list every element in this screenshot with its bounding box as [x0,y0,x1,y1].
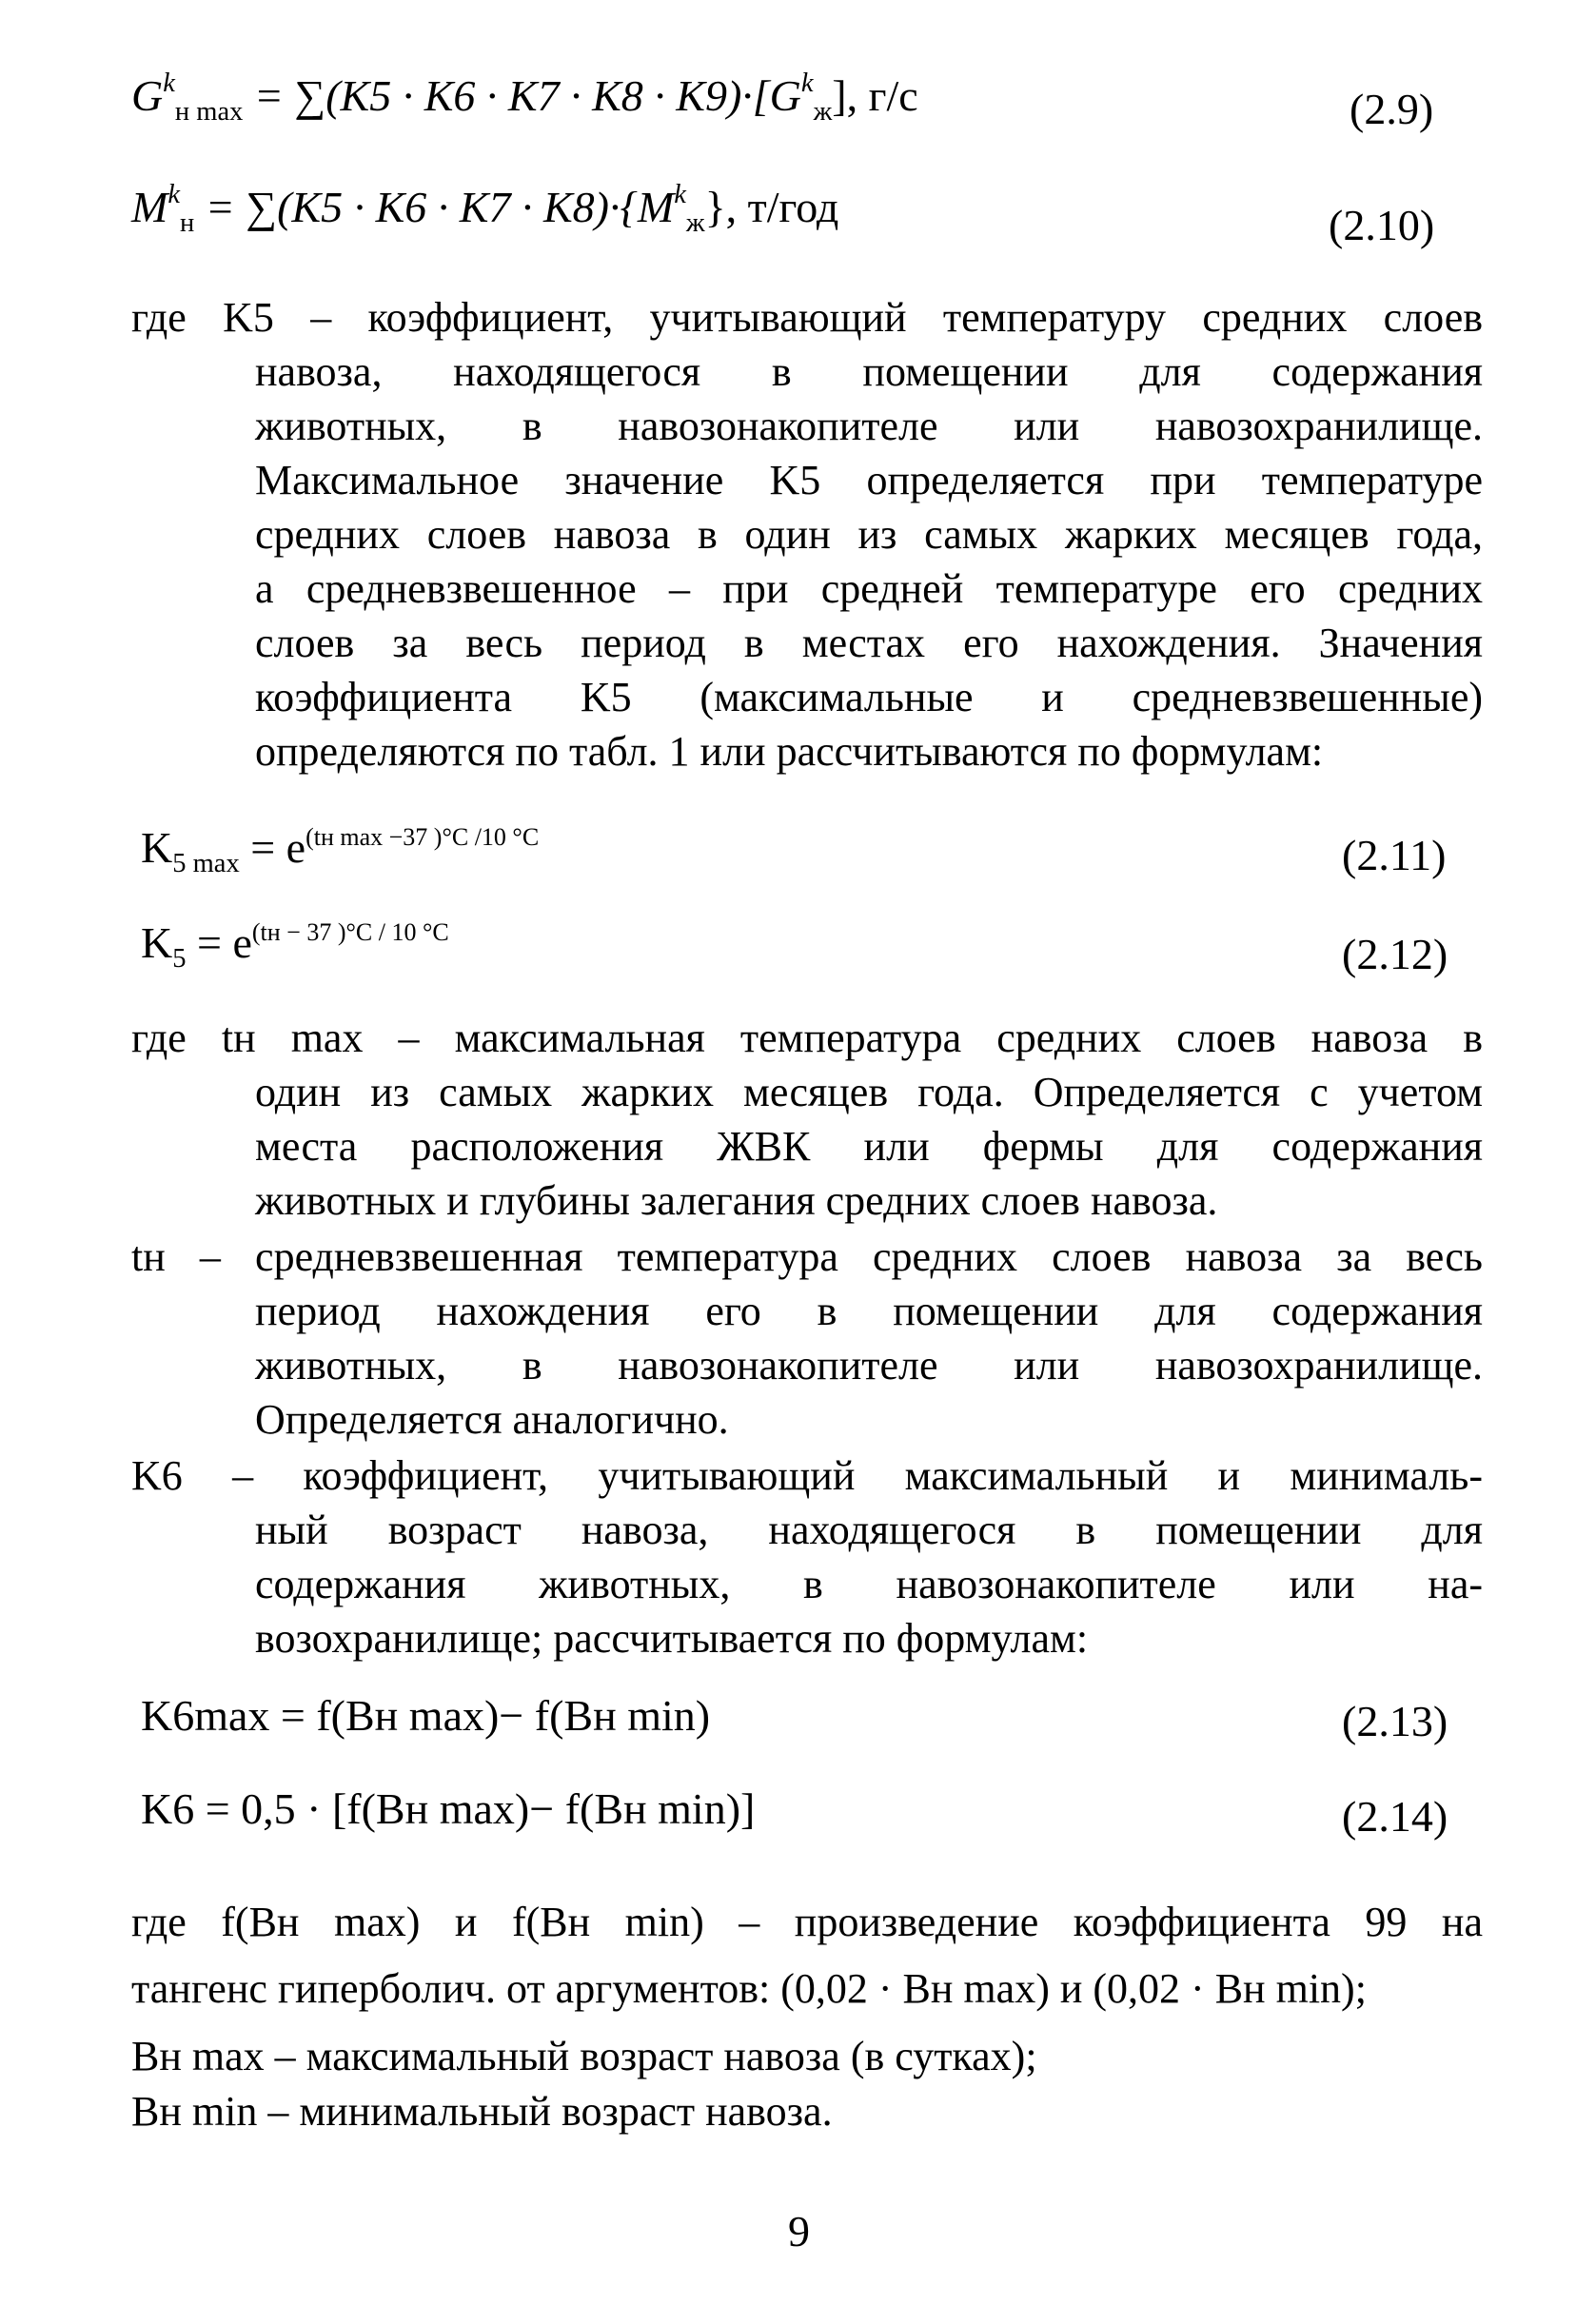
equation-2-11: $K_{5 max} = e^{(tн max -37 )^\circ C /10 ^\circ C}$ [141,822,540,878]
text-line: ный возраст навоза, находящегося в помещении для [255,1507,1483,1553]
text-line: где f(Bн max) и f(Bн min) – произведение коэффициента 99 на [131,1899,1483,1945]
paragraph-k6 [131,1448,1483,1665]
text-line: возохранилище; рассчитывается по формулам: [255,1615,1089,1662]
equation-2-13: K6max = f(Bн max)− f(Bн min) [141,1691,711,1740]
equation-2-9: $G^k_{н max} = \sum(K5 \cdot K6 \cdot K7 \cdot K8 \cdot K9)\cdot[G^k_ж]$, г/с [131,69,918,127]
definition-bmin: Bн min – минимальный возраст навоза. [131,2088,833,2135]
eq-2-9-rhs: = ∑(K5 · K6 · K7 · K8 · K9)·[G [253,71,801,120]
text-line: а средневзвешенное – при средней температуре его средних [255,565,1483,612]
equation-number: (2.13) [1342,1697,1448,1745]
text-line: слоев за весь период в местах его нахождения. Значения [255,620,1483,666]
text-line: места расположения ЖВК или фермы для содержания [255,1123,1483,1170]
text-line: определяются по табл. 1 или рассчитываются по формулам: [255,728,1324,775]
text-line: животных, в навозонакопителе или навозохранилище. [255,1342,1483,1389]
text-line: содержания животных, в навозонакопителе или на- [255,1561,1483,1607]
equation-number: (2.12) [1342,930,1448,978]
text-line: животных и глубины залегания средних слоев навоза. [255,1177,1218,1224]
paragraph-tmax [131,1011,1483,1228]
text-line: K6 – коэффициент, учитывающий максимальный и минималь- [131,1452,1483,1499]
paragraph-tn [131,1230,1483,1447]
equation-number: (2.11) [1342,831,1447,879]
equation-number: (2.14) [1342,1792,1448,1841]
text-line: животных, в навозонакопителе или навозохранилище. [255,403,1483,449]
text-line: Максимальное значение K5 определяется при температуре [255,457,1483,503]
eq-2-9-lhs: G [131,71,164,120]
paragraph-k5 [131,290,1483,778]
text-line: навоза, находящегося в помещении для содержания [255,348,1483,395]
page-number: 9 [788,2207,810,2256]
text-line: коэффициента K5 (максимальные и средневзвешенные) [255,674,1483,720]
equation-2-14: K6 = 0,5 · [f(Bн max)− f(Bн min)] [141,1784,756,1833]
text-line: tн – средневзвешенная температура средних слоев навоза за весь [131,1233,1483,1280]
text-line: один из самых жарких месяцев года. Определяется с учетом [255,1069,1483,1115]
text-line: Определяется аналогично. [255,1396,729,1443]
equation-number: (2.9) [1350,85,1434,133]
equation-2-12: $K_5 = e^{(tн - 37 )^\circ C / 10 ^\circ C}$ [141,917,449,974]
text-line: где K5 – коэффициент, учитывающий температуру средних слоев [131,294,1483,341]
text-line: где tн max – максимальная температура средних слоев навоза в [131,1015,1483,1061]
paragraph-f-definition [131,1889,1483,2022]
equation-number: (2.10) [1329,201,1435,249]
text-line: тангенс гиперболич. от аргументов: (0,02 · Bн max) и (0,02 · Bн min); [131,1965,1367,2012]
text-line: период нахождения его в помещении для содержания [255,1288,1483,1334]
definition-bmax: Bн max – максимальный возраст навоза (в сутках); [131,2033,1037,2079]
text-line: средних слоев навоза в один из самых жарких месяцев года, [255,511,1483,558]
equation-2-10: $M^k_н = \sum(K5 \cdot K6 \cdot K7 \cdot K8)\cdot\{M^k_ж\}$, т/год [131,180,839,238]
